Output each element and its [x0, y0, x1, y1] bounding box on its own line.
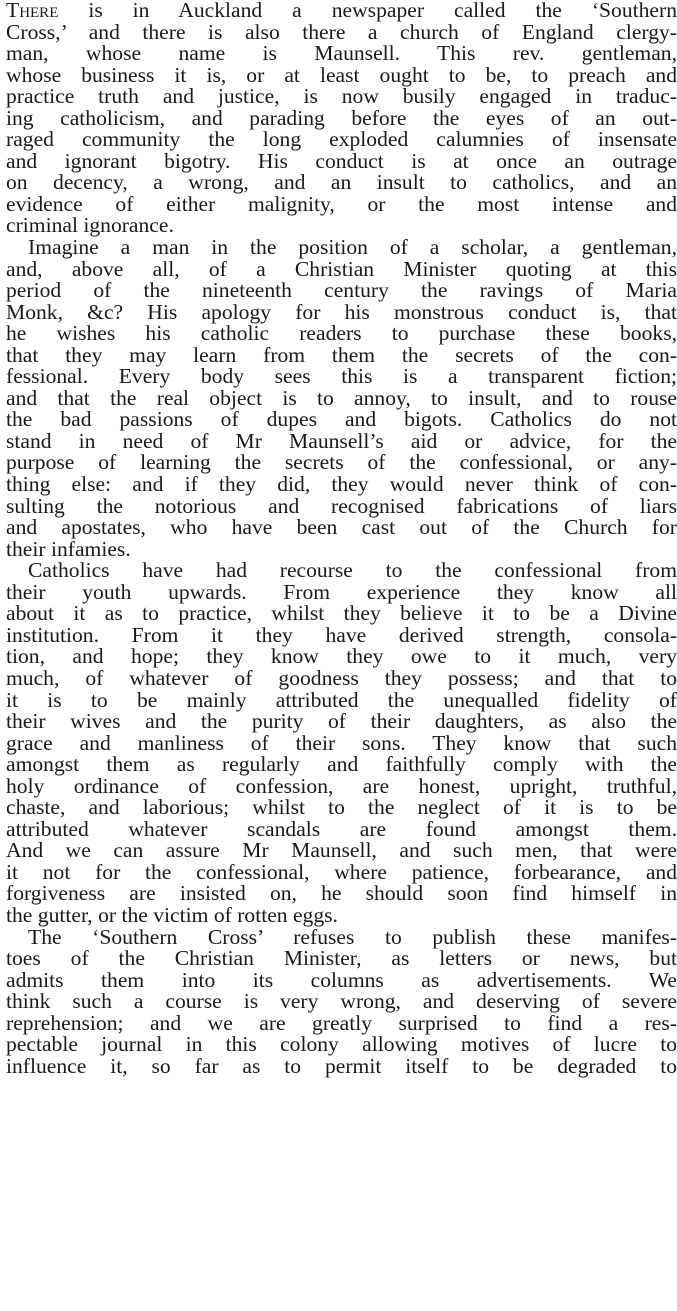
paragraph-4 — [6, 924, 677, 1078]
text-line: pectable journal in this colony allowing motives of lucre to — [6, 1032, 677, 1057]
text-line: stand in need of Mr Maunsell’s aid or advice, for the — [6, 428, 677, 453]
text-line: forgiveness are insisted on, he should soon find himself in — [6, 881, 677, 906]
text-line: that they may learn from them the secrets of the con- — [6, 342, 677, 367]
text-line: tion, and hope; they know they owe to it much, very — [6, 644, 677, 669]
paragraph-1 — [6, 0, 677, 237]
text-line: institution. From it they have derived strength, consola- — [6, 622, 677, 647]
text-line: Cross,’ and there is also there a church of England clergy- — [6, 19, 677, 44]
text-line: it is to be mainly attributed the unequalled fidelity of — [6, 687, 677, 712]
text-line: and ignorant bigotry. His conduct is at once an outrage — [6, 148, 677, 173]
lead-word: There — [6, 0, 59, 22]
text-line: think such a course is very wrong, and deserving of severe — [6, 989, 677, 1014]
text-line: Catholics have had recourse to the confessional from — [28, 558, 677, 583]
text-line: amongst them as regularly and faithfully comply with the — [6, 752, 677, 777]
text-line: The ‘Southern Cross’ refuses to publish these manifes- — [28, 924, 677, 949]
text-line: toes of the Christian Minister, as letters or news, but — [6, 946, 677, 971]
text-line: sulting the notorious and recognised fabrications of liars — [6, 493, 677, 518]
text-line: fessional. Every body sees this is a transparent fiction; — [6, 364, 677, 389]
text-line: holy ordinance of confession, are honest, upright, truthful, — [6, 773, 677, 798]
text-line: and, above all, of a Christian Minister quoting at this — [6, 256, 677, 281]
text-line: whose business it is, or at least ought to be, to preach and — [6, 62, 677, 87]
text-line: raged community the long exploded calumnies of insensate — [6, 127, 677, 152]
text-line: on decency, a wrong, and an insult to catholics, and an — [6, 170, 677, 195]
text-line: period of the nineteenth century the ravings of Maria — [6, 278, 677, 303]
text-line: it not for the confessional, where patience, forbearance, and — [6, 859, 677, 884]
text-line: purpose of learning the secrets of the confessional, or any- — [6, 450, 677, 475]
text-line: man, whose name is Maunsell. This rev. gentleman, — [6, 41, 677, 66]
text-line: he wishes his catholic readers to purchase these books, — [6, 321, 677, 346]
text-line: grace and manliness of their sons. They know that such — [6, 730, 677, 755]
text-line: criminal ignorance. — [6, 213, 174, 238]
text-line: their infamies. — [6, 536, 131, 561]
text-line: chaste, and laborious; whilst to the neglect of it is to be — [6, 795, 677, 820]
text-line: much, of whatever of goodness they possess; and that to — [6, 665, 677, 690]
text-line: And we can assure Mr Maunsell, and such men, that were — [6, 838, 677, 863]
paragraph-3 — [6, 560, 677, 926]
text-line: Imagine a man in the position of a scholar, a gentleman, — [28, 235, 677, 260]
text-line: and that the real object is to annoy, to insult, and to rouse — [6, 385, 677, 410]
text-line: reprehension; and we are greatly surprised to find a res- — [6, 1010, 677, 1035]
text-line: attributed whatever scandals are found amongst them. — [6, 816, 677, 841]
text-line: influence it, so far as to permit itself to be degraded to — [6, 1053, 677, 1078]
paragraph-2 — [6, 237, 677, 560]
text-line: There is in Auckland a newspaper called the ‘Southern — [6, 0, 677, 22]
text-line: the bad passions of dupes and bigots. Catholics do not — [6, 407, 677, 432]
text-line: the gutter, or the victim of rotten eggs. — [6, 902, 338, 927]
text-line: ing catholicism, and parading before the eyes of an out- — [6, 105, 677, 130]
text-line: and apostates, who have been cast out of the Church for — [6, 515, 677, 540]
text-line: admits them into its columns as advertisements. We — [6, 967, 677, 992]
text-line: their wives and the purity of their daughters, as also the — [6, 709, 677, 734]
text-line: about it as to practice, whilst they believe it to be a Divine — [6, 601, 677, 626]
text-line: their youth upwards. From experience they know all — [6, 579, 677, 604]
text-line: evidence of either malignity, or the most intense and — [6, 191, 677, 216]
article-column — [6, 0, 677, 1077]
text-line: thing else: and if they did, they would never think of con- — [6, 472, 677, 497]
text-line: practice truth and justice, is now busily engaged in traduc- — [6, 84, 677, 109]
text-line: Monk, &c? His apology for his monstrous conduct is, that — [6, 299, 677, 324]
